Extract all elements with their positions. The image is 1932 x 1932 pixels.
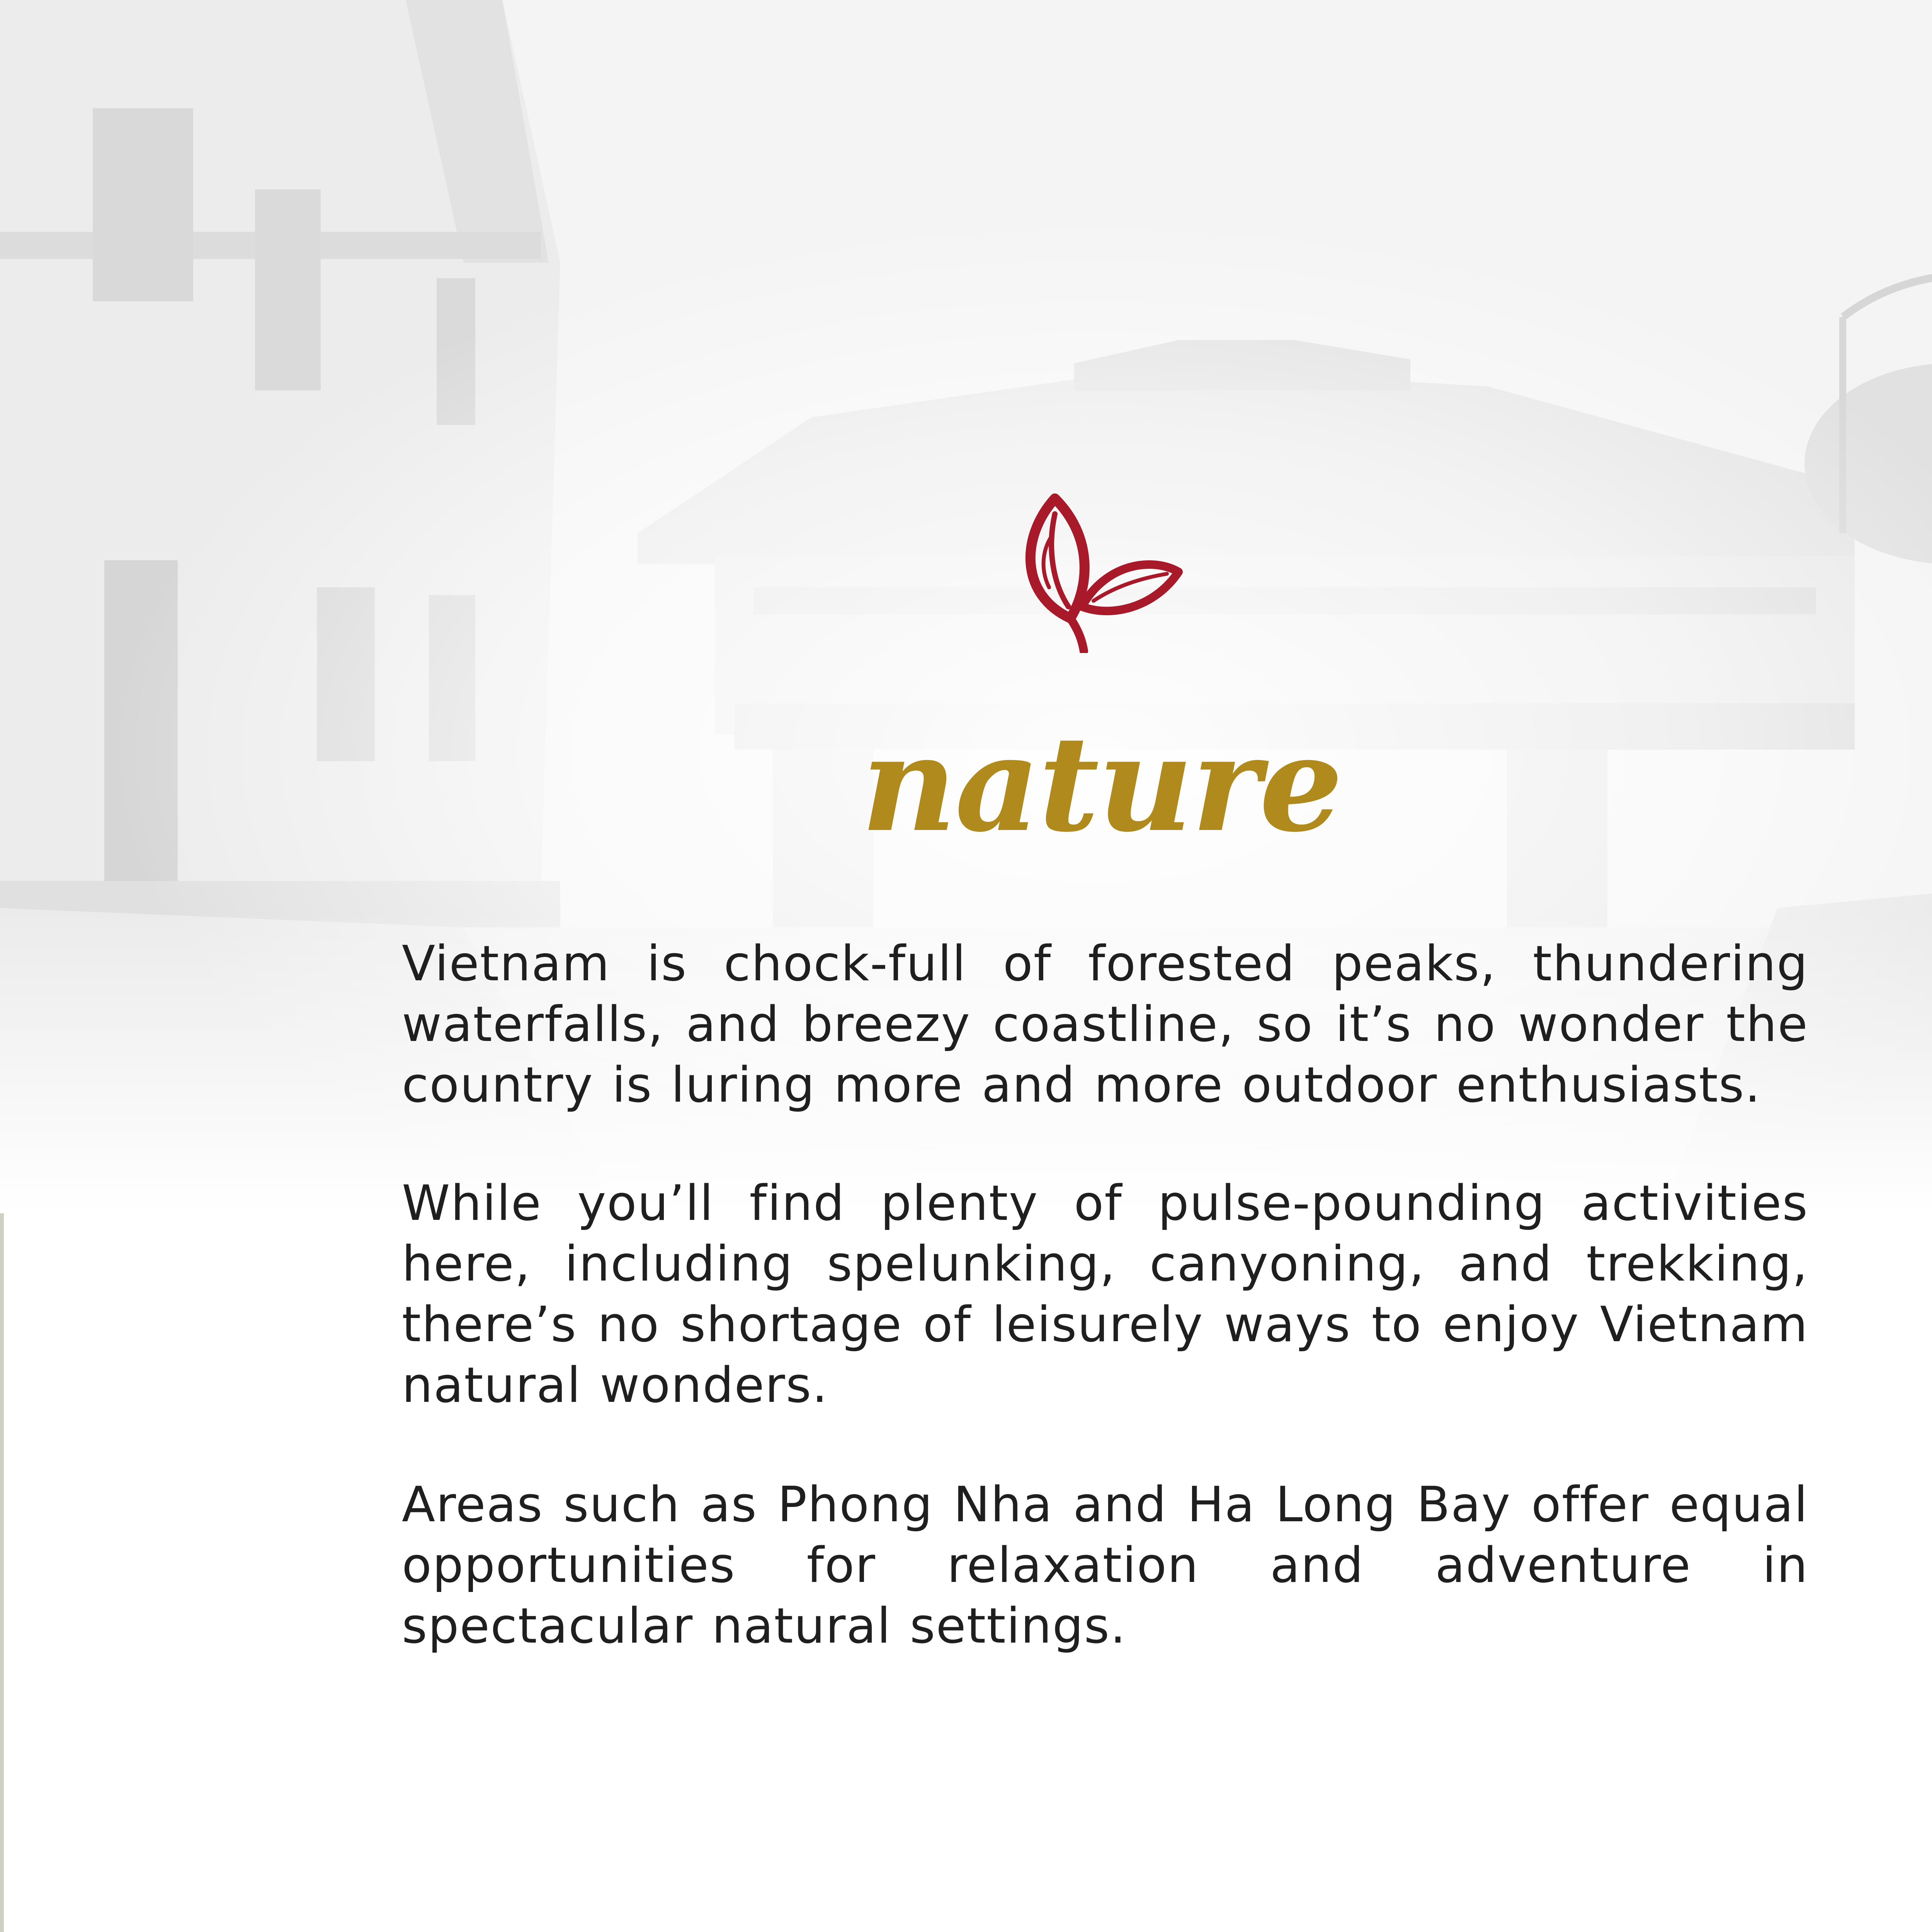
paragraph-intro: Vietnam is chock-full of forested peaks, thundering waterfalls, and breezy coastline, so it’s no wonder the country is luring more and more outdoor enthusiasts. <box>402 935 1808 1113</box>
paragraph-activities: While you’ll find plenty of pulse-pounding activities here, including spelunking, canyoning, and trekking, there’s no shortage of leisurely ways to enjoy Vietnam natural wonders. <box>402 1175 1808 1413</box>
paragraph-areas: Areas such as Phong Nha and Ha Long Bay offer equal opportunities for relaxation and adventure in spectacular natural settings. <box>402 1476 1808 1654</box>
section-heading: nature <box>861 707 1342 861</box>
leaf-icon <box>1005 491 1198 653</box>
